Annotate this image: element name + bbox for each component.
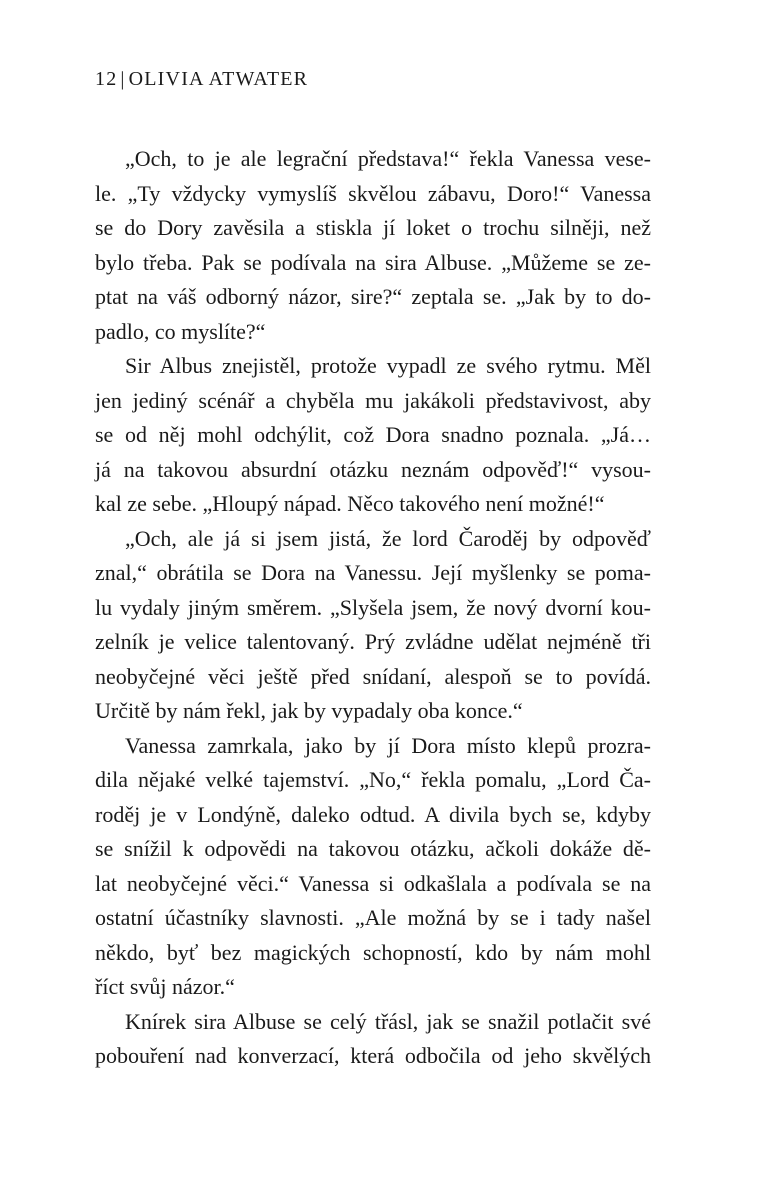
paragraph <box>95 142 651 349</box>
paragraph <box>95 349 651 522</box>
text-line: Sir Albus znejistěl, protože vypadl ze svého rytmu. Měl <box>125 353 651 378</box>
text-line: Vanessa zamrkala, jako by jí Dora místo klepů prozra- <box>125 732 651 758</box>
running-header <box>95 68 308 91</box>
text-line: říct svůj názor.“ <box>95 974 235 999</box>
header-separator: | <box>120 68 126 90</box>
text-line: jen jediný scénář a chyběla mu jakákoli představivost, aby <box>95 387 651 413</box>
text-line: „Och, to je ale legrační představa!“ řekla Vanessa vese- <box>125 146 651 171</box>
text-line: znal,“ obrátila se Dora na Vanessu. Její myšlenky se poma- <box>95 560 651 585</box>
paragraph <box>95 522 651 729</box>
text-line: le. „Ty vždycky vymyslíš skvělou zábavu, Doro!“ Vanessa <box>95 180 651 206</box>
text-line: se do Dory zavěsila a stiskla jí loket o trochu silněji, než <box>95 215 651 240</box>
text-line: se od něj mohl odchýlit, což Dora snadno poznala. „Já… <box>95 422 651 447</box>
text-line: neobyčejné věci ještě před snídaní, alespoň se to povídá. <box>95 663 651 689</box>
text-line: ostatní účastníky slavnosti. „Ale možná by se i tady našel <box>95 905 651 930</box>
text-line: lat neobyčejné věci.“ Vanessa si odkašlala a podívala se na <box>95 870 651 896</box>
text-line: někdo, byť bez magických schopností, kdo by nám mohl <box>95 939 651 965</box>
paragraph <box>95 1005 651 1074</box>
body-text <box>95 142 651 1074</box>
text-line: roděj je v Londýně, daleko odtud. A divila bych se, kdyby <box>95 801 651 827</box>
text-line: bylo třeba. Pak se podívala na sira Albuse. „Můžeme se ze- <box>95 249 651 275</box>
text-line: Knírek sira Albuse se celý třásl, jak se snažil potlačit své <box>125 1008 651 1034</box>
text-line: pobouření nad konverzací, která odbočila od jeho skvělých <box>95 1043 651 1068</box>
text-line: já na takovou absurdní otázku neznám odpověď!“ vysou- <box>95 456 651 482</box>
text-line: se snížil k odpovědi na takovou otázku, ačkoli dokáže dě- <box>95 836 651 861</box>
author-name: OLIVIA ATWATER <box>128 68 309 90</box>
text-line: dila nějaké velké tajemství. „No,“ řekla pomalu, „Lord Ča- <box>95 767 651 792</box>
text-line: kal ze sebe. „Hloupý nápad. Něco takového není možné!“ <box>95 491 605 516</box>
page-number: 12 <box>95 68 118 90</box>
text-line: „Och, ale já si jsem jistá, že lord Čaroděj by odpověď <box>125 525 651 551</box>
text-line: padlo, co myslíte?“ <box>95 318 266 344</box>
text-line: zelník je velice talentovaný. Prý zvládne udělat nejméně tři <box>95 629 651 654</box>
paragraph <box>95 729 651 1005</box>
text-line: lu vydaly jiným směrem. „Slyšela jsem, že nový dvorní kou- <box>95 594 651 620</box>
text-line: Určitě by nám řekl, jak by vypadaly oba konce.“ <box>95 698 523 723</box>
text-line: ptat na váš odborný názor, sire?“ zeptala se. „Jak by to do- <box>95 284 651 309</box>
